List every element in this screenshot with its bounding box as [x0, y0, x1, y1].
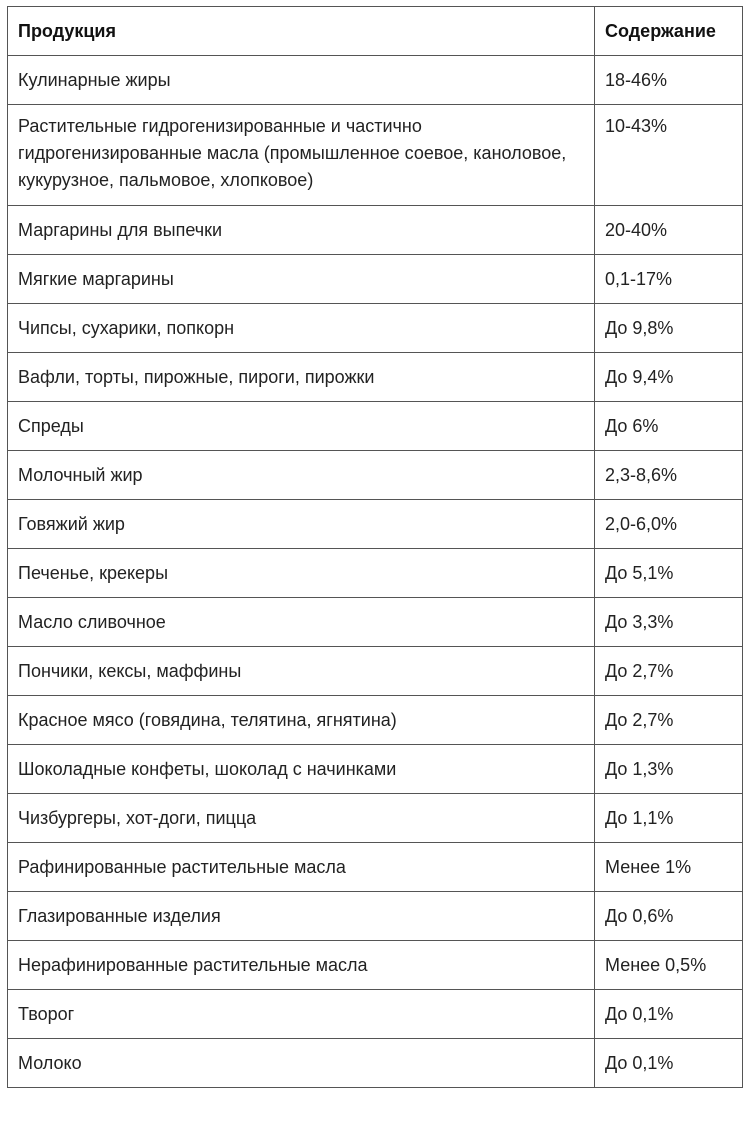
- content-cell: До 2,7%: [595, 696, 743, 745]
- product-cell: Маргарины для выпечки: [8, 206, 595, 255]
- header-content: Содержание: [595, 7, 743, 56]
- product-cell: Пончики, кексы, маффины: [8, 647, 595, 696]
- table-row: [8, 402, 743, 451]
- content-cell: До 0,1%: [595, 990, 743, 1039]
- content-cell: До 0,6%: [595, 892, 743, 941]
- content-cell: До 2,7%: [595, 647, 743, 696]
- table-row: [8, 696, 743, 745]
- table-row: [8, 451, 743, 500]
- product-cell: Красное мясо (говядина, телятина, ягнятина): [8, 696, 595, 745]
- table-row: [8, 794, 743, 843]
- product-cell: Молоко: [8, 1039, 595, 1088]
- table-row: [8, 990, 743, 1039]
- table-row: [8, 1039, 743, 1088]
- table-row: [8, 206, 743, 255]
- table-container: [7, 6, 743, 1088]
- product-cell: Растительные гидрогенизированные и частично гидрогенизированные масла (промышленное соевое, каноловое, кукурузное, пальмовое, хлопковое): [8, 105, 595, 206]
- product-cell: Чипсы, сухарики, попкорн: [8, 304, 595, 353]
- product-cell: Масло сливочное: [8, 598, 595, 647]
- product-cell: Нерафинированные растительные масла: [8, 941, 595, 990]
- trans-fat-content-table: [7, 6, 743, 1088]
- content-cell: До 3,3%: [595, 598, 743, 647]
- table-header-row: [8, 7, 743, 56]
- product-cell: Печенье, крекеры: [8, 549, 595, 598]
- content-cell: 2,3-8,6%: [595, 451, 743, 500]
- product-cell: Спреды: [8, 402, 595, 451]
- table-row: [8, 647, 743, 696]
- content-cell: 20-40%: [595, 206, 743, 255]
- table-row: [8, 941, 743, 990]
- header-product: Продукция: [8, 7, 595, 56]
- product-cell: Мягкие маргарины: [8, 255, 595, 304]
- table-row: [8, 56, 743, 105]
- product-cell: Говяжий жир: [8, 500, 595, 549]
- product-cell: Молочный жир: [8, 451, 595, 500]
- table-row: [8, 892, 743, 941]
- content-cell: До 9,4%: [595, 353, 743, 402]
- content-cell: До 6%: [595, 402, 743, 451]
- table-row: [8, 549, 743, 598]
- content-cell: Менее 1%: [595, 843, 743, 892]
- table-row: [8, 745, 743, 794]
- product-cell: Шоколадные конфеты, шоколад с начинками: [8, 745, 595, 794]
- content-cell: 18-46%: [595, 56, 743, 105]
- content-cell: 0,1-17%: [595, 255, 743, 304]
- product-cell: Чизбургеры, хот-доги, пицца: [8, 794, 595, 843]
- content-cell: До 1,3%: [595, 745, 743, 794]
- product-cell: Рафинированные растительные масла: [8, 843, 595, 892]
- content-cell: 10-43%: [595, 105, 743, 206]
- product-cell: Глазированные изделия: [8, 892, 595, 941]
- table-row: [8, 500, 743, 549]
- product-cell: Вафли, торты, пирожные, пироги, пирожки: [8, 353, 595, 402]
- product-cell: Творог: [8, 990, 595, 1039]
- table-row: [8, 353, 743, 402]
- content-cell: 2,0-6,0%: [595, 500, 743, 549]
- table-row: [8, 255, 743, 304]
- content-cell: Менее 0,5%: [595, 941, 743, 990]
- content-cell: До 5,1%: [595, 549, 743, 598]
- content-cell: До 0,1%: [595, 1039, 743, 1088]
- product-cell: Кулинарные жиры: [8, 56, 595, 105]
- content-cell: До 1,1%: [595, 794, 743, 843]
- table-row: [8, 843, 743, 892]
- table-row: [8, 105, 743, 206]
- table-row: [8, 598, 743, 647]
- table-row: [8, 304, 743, 353]
- content-cell: До 9,8%: [595, 304, 743, 353]
